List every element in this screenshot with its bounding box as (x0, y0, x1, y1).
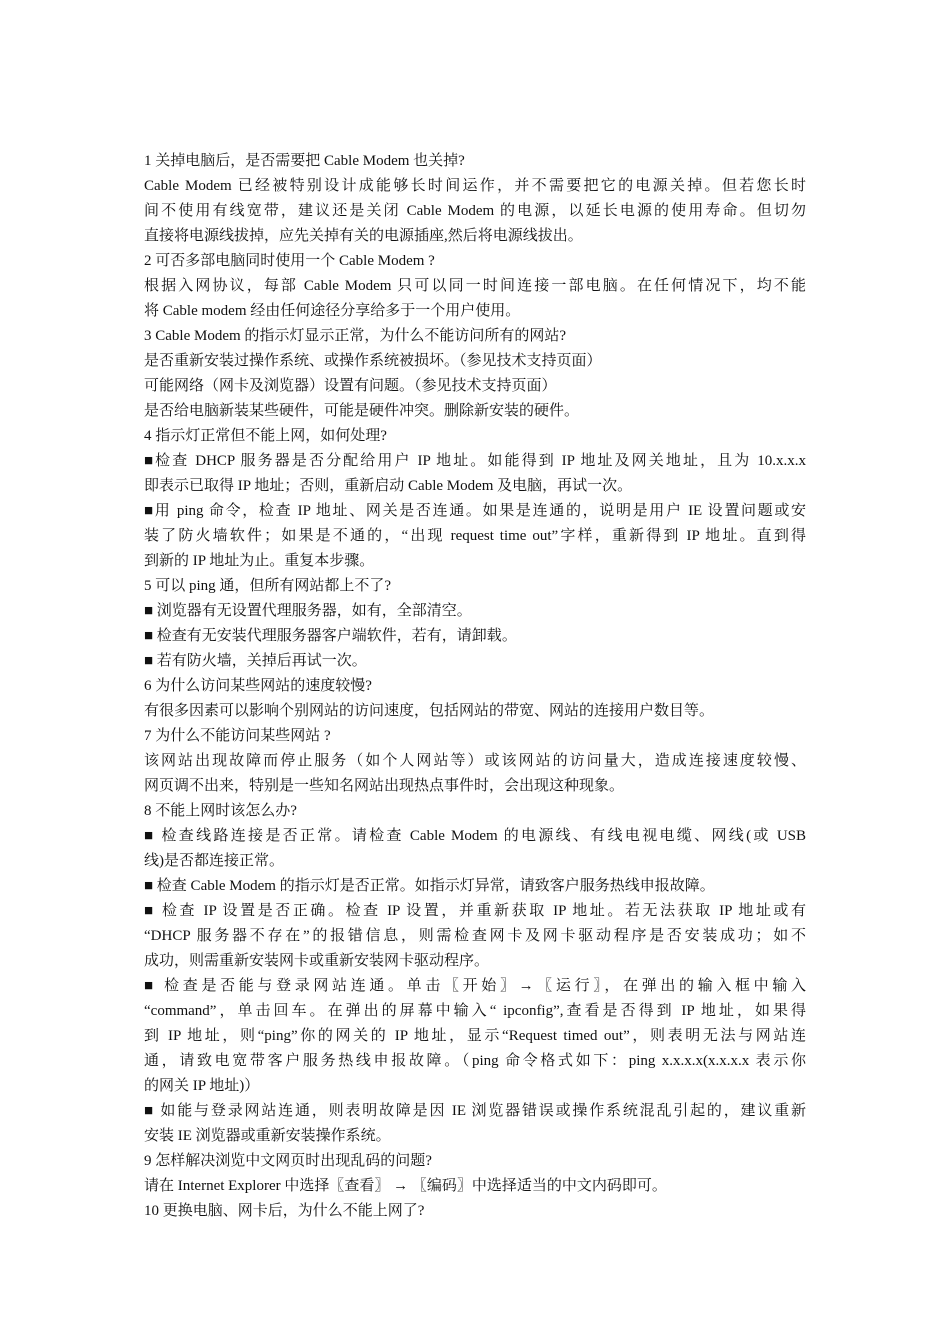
paragraph-line: ■ 检查是否能与登录网站连通。单击〖开始〗→〖运行〗，在弹出的输入框中输入 (144, 978, 806, 994)
paragraph-line: 将 Cable modem 经由任何途径分享给多于一个用户使用。 (144, 303, 521, 319)
paragraph-line: ■ 检查 IP 设置是否正确。检查 IP 设置，并重新获取 IP 地址。若无法获取 IP 地址或有 (144, 903, 806, 919)
paragraph-line: “command”，单击回车。在弹出的屏幕中输入“ ipconfig”,查看是否得到 IP 地址，如果得 (144, 1003, 806, 1019)
paragraph-line: 根据入网协议，每部 Cable Modem 只可以同一时间连接一部电脑。在任何情况下，均不能 (144, 278, 806, 294)
paragraph-line: 到新的 IP 地址为止。重复本步骤。 (144, 553, 375, 569)
paragraph-line: 间不使用有线宽带，建议还是关闭 Cable Modem 的电源，以延长电源的使用寿命。但切勿 (144, 203, 806, 219)
paragraph-line: 是否重新安装过操作系统、或操作系统被损坏。（参见技术支持页面） (144, 353, 602, 369)
question-heading: 8 不能上网时该怎么办? (144, 803, 297, 819)
paragraph-line: 即表示已取得 IP 地址；否则，重新启动 Cable Modem 及电脑，再试一次。 (144, 478, 633, 494)
paragraph-line: “DHCP 服务器不存在”的报错信息，则需检查网卡及网卡驱动程序是否安装成功；如不 (144, 928, 806, 944)
paragraph-line: 是否给电脑新装某些硬件，可能是硬件冲突。删除新安装的硬件。 (144, 403, 580, 419)
paragraph-line: 成功，则需重新安装网卡或重新安装网卡驱动程序。 (144, 953, 490, 969)
document-body (144, 149, 806, 1224)
paragraph-line: 的网关 IP 地址)） (144, 1078, 260, 1094)
paragraph-line: ■ 检查有无安装代理服务器客户端软件，若有，请卸载。 (144, 628, 517, 644)
paragraph-line: ■ 浏览器有无设置代理服务器，如有，全部清空。 (144, 603, 472, 619)
question-heading: 10 更换电脑、网卡后，为什么不能上网了? (144, 1203, 425, 1219)
paragraph-line: 请在 Internet Explorer 中选择〖查看〗 → 〖编码〗中选择适当的中文内码即可。 (144, 1178, 667, 1194)
paragraph-line: ■ 若有防火墙，关掉后再试一次。 (144, 653, 367, 669)
paragraph-line: 有很多因素可以影响个别网站的访问速度，包括网站的带宽、网站的连接用户数目等。 (144, 703, 715, 719)
paragraph-line: 线)是否都连接正常。 (144, 853, 284, 869)
paragraph-line: 到 IP 地址，则“ping”你的网关的 IP 地址，显示“Request timed out”，则表明无法与网站连 (144, 1028, 806, 1044)
question-heading: 3 Cable Modem 的指示灯显示正常，为什么不能访问所有的网站? (144, 328, 567, 344)
paragraph-line: 网页调不出来，特别是一些知名网站出现热点事件时，会出现这种现象。 (144, 778, 625, 794)
question-heading: 9 怎样解决浏览中文网页时出现乱码的问题? (144, 1153, 432, 1169)
question-heading: 5 可以 ping 通，但所有网站都上不了? (144, 578, 392, 594)
question-heading: 2 可否多部电脑同时使用一个 Cable Modem ? (144, 253, 435, 269)
paragraph-line: ■ 检查 Cable Modem 的指示灯是否正常。如指示灯异常，请致客户服务热线申报故障。 (144, 878, 715, 894)
question-heading: 4 指示灯正常但不能上网，如何处理? (144, 428, 387, 444)
paragraph-line: 通，请致电宽带客户服务热线申报故障。（ping 命令格式如下：ping x.x.x.x(x.x.x.x 表示你 (144, 1053, 806, 1069)
question-heading: 7 为什么不能访问某些网站 ? (144, 728, 331, 744)
paragraph-line: ■用 ping 命令，检查 IP 地址、网关是否连通。如果是连通的，说明是用户 IE 设置问题或安 (144, 503, 806, 519)
paragraph-line: 可能网络（网卡及浏览器）设置有问题。（参见技术支持页面） (144, 378, 557, 394)
paragraph-line: ■ 如能与登录网站连通，则表明故障是因 IE 浏览器错误或操作系统混乱引起的，建议重新 (144, 1103, 806, 1119)
question-heading: 6 为什么访问某些网站的速度较慢? (144, 678, 372, 694)
paragraph-line: Cable Modem 已经被特别设计成能够长时间运作，并不需要把它的电源关掉。但若您长时 (144, 178, 806, 194)
paragraph-line: 装了防火墙软件；如果是不通的，“出现 request time out”字样，重新得到 IP 地址。直到得 (144, 528, 806, 544)
paragraph-line: 该网站出现故障而停止服务（如个人网站等）或该网站的访问量大，造成连接速度较慢、 (144, 753, 806, 769)
paragraph-line: 安装 IE 浏览器或重新安装操作系统。 (144, 1128, 391, 1144)
paragraph-line: 直接将电源线拔掉，应先关掉有关的电源插座,然后将电源线拔出。 (144, 228, 583, 244)
paragraph-line: ■检查 DHCP 服务器是否分配给用户 IP 地址。如能得到 IP 地址及网关地址，且为 10.x.x.x (144, 453, 806, 469)
paragraph-line: ■ 检查线路连接是否正常。请检查 Cable Modem 的电源线、有线电视电缆、网线(或 USB (144, 828, 806, 844)
question-heading: 1 关掉电脑后，是否需要把 Cable Modem 也关掉? (144, 153, 465, 169)
